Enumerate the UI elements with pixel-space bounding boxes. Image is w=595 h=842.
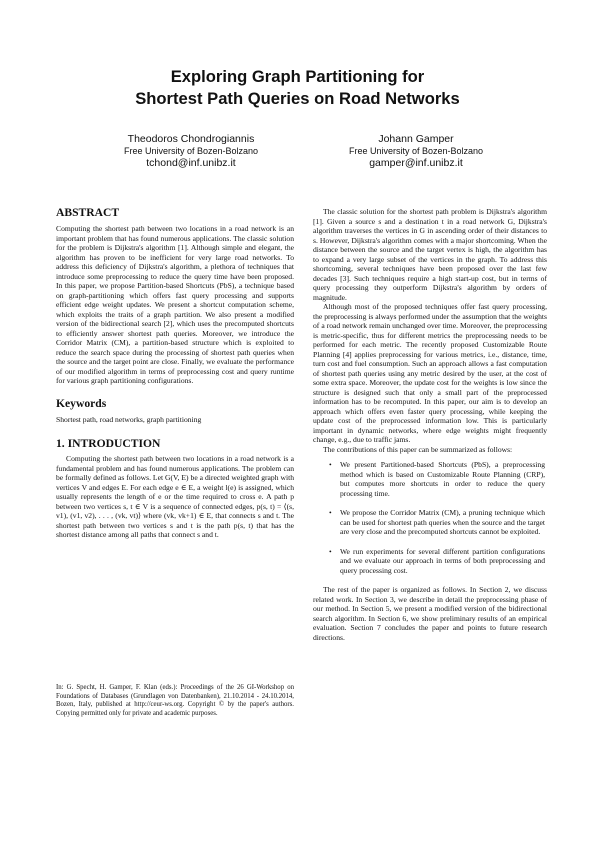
copyright-footnote [56, 684, 294, 718]
body-paragraph: The classic solution for the shortest path problem is Dijkstra's algorithm [1]. Given a source s and a destination t in a road network G, Dijkstra's algorithm traverses the vertices in G in ascending order of their distances to s. However, Dijkstra's algorithm comes with a major shortcoming. When the distance between the source and the target vertex is high, the algorithm has to expand a very large subset of the vertices in the graph. To address this shortcoming, several techniques have been proposed over the last few decades [3]. Such techniques require a high start-up cost, but in terms of query processing they outperform Dijkstra's algorithm by orders of magnitude. [313, 207, 547, 302]
list-item-text: We run experiments for several different partition configurations and we evaluate our approach in terms of both preprocessing and query processing cost. [340, 546, 545, 575]
left-column [56, 206, 294, 540]
body-paragraph: Although most of the proposed techniques offer fast query processing, the preprocessing is always performed under the assumption that the weights of a road network remain unchanged over time. Moreover, the preprocessing is metric-specific, thus for different metrics the preprocessing needs to be performed for each metric. The recently proposed Customizable Route Planning [4] applies preprocessing for various metrics, i.e., distance, time, turn cost and fuel consumption. Such an approach allows a fast computation of shortest path queries using any metric desired by the user, at the cost of some extra space. Moreover, the update cost for the weights is low since the structure is designed such that only a small part of the preprocessed information has to be recomputed. In this paper, our aim is to develop an approach which offers even faster query processing, while keeping the update cost of the preprocessed information low. This is particularly important in dynamic networks, where edge weights might frequently change, e.g., due to traffic jams. [313, 302, 547, 444]
author-block-1 [81, 133, 301, 170]
list-item [313, 547, 547, 576]
author-name: Johann Gamper [378, 133, 454, 145]
list-item [313, 508, 547, 537]
footnote-text: In: G. Specht, H. Gamper, F. Klan (eds.): Proceedings of the 26 GI-Workshop on Foundations of Databases (Grundlagen von Datenbanken), 21.10.2014 - 24.10.2014, Bozen, Italy, published at http://ceur-ws.org. Copyright © by the paper's authors. Copying permitted only for private and academic purposes. [56, 684, 294, 717]
right-column [313, 207, 547, 642]
contributions-list [313, 460, 547, 575]
author-affiliation: Free University of Bozen-Bolzano [123, 146, 259, 156]
introduction-paragraph: Computing the shortest path between two locations in a road network is a fundamental problem and has found numerous applications. The problem can be formally defined as follows. Let G(V, E) be a directed weighted graph with vertices V and edges E. For each edge e ∈ E, a weight l(e) is assigned, which usually represents the length of e or the time required to cross e. A path p between two vertices s, t ∈ V is a sequence of connected edges, p(s, t) = ⟨(s, v1), (v1, v2), . . . , (vk, vt)⟩ where (vk, vk+1) ∈ E, that connects s and t. The shortest path between two vertices s and t is the path p(s, t) that has the shortest distance among all paths that connect s and t. [56, 454, 294, 539]
keywords-text: Shortest path, road networks, graph partitioning [56, 414, 202, 424]
bullet-icon: • [329, 546, 332, 556]
author-affiliation: Free University of Bozen-Bolzano [348, 146, 484, 156]
bullet-icon: • [329, 508, 332, 517]
body-paragraph: The rest of the paper is organized as follows. In Section 2, we discuss related work. In Section 3, we describe in detail the preprocessing phase of our method. In Section 5, we present a modified version of the bidirectional search algorithm. In Section 6, we show preliminary results of an empirical evaluation. Section 7 concludes the paper and points to future research directions. [313, 585, 547, 642]
list-item-text: We propose the Corridor Matrix (CM), a pruning technique which can be used for shortest path queries when the source and the target are very close and the precomputed shortcuts cannot be exploited. [340, 508, 545, 536]
introduction-heading: 1. INTRODUCTION [56, 437, 161, 450]
abstract-heading: ABSTRACT [56, 206, 120, 219]
bullet-icon: • [329, 460, 332, 469]
keywords-heading: Keywords [56, 396, 107, 410]
author-name: Theodoros Chondrogiannis [127, 133, 255, 145]
title-line-2: Shortest Path Queries on Road Networks [135, 89, 460, 108]
author-email: tchond@inf.unibz.it [146, 157, 236, 169]
author-block-2 [306, 133, 526, 170]
paper-title [40, 66, 555, 110]
list-item [313, 460, 547, 498]
abstract-text: Computing the shortest path between two locations in a road network is an important problem that has found numerous applications. The classic solution for the problem is Dijkstra's algorithm [1]. Although simple and elegant, the algorithm has proven to be inefficient for very large road networks. To address this deficiency of Dijkstra's algorithm, a plethora of techniques that introduce some preprocessing to reduce the query time have been proposed. In this paper, we propose Partition-based Shortcuts (PbS), a technique based on graph-partitioning which offers fast query processing and supports efficient edge weight updates. We present a shortcut computation scheme, which exploits the traits of a graph partition. We also present a modified version of the bidirectional search [2], which uses the precomputed shortcuts to efficiently answer shortest path queries. Moreover, we introduce the Corridor Matrix (CM), a partition-based structure which is exploited to reduce the search space during the processing of shortest path queries when the source and the target point are close. Finally, we evaluate the performance of our modified algorithm in terms of preprocessing cost and query runtime for various graph partitioning configurations. [56, 224, 294, 385]
title-line-1: Exploring Graph Partitioning for [170, 67, 425, 86]
body-paragraph: The contributions of this paper can be summarized as follows: [323, 444, 513, 454]
author-email: gamper@inf.unibz.it [369, 157, 463, 169]
list-item-text: We present Partitioned-based Shortcuts (PbS), a preprocessing method which is based on Customizable Route Planning (CRP), but computes more shortcuts in order to reduce the query processing time. [340, 460, 545, 498]
